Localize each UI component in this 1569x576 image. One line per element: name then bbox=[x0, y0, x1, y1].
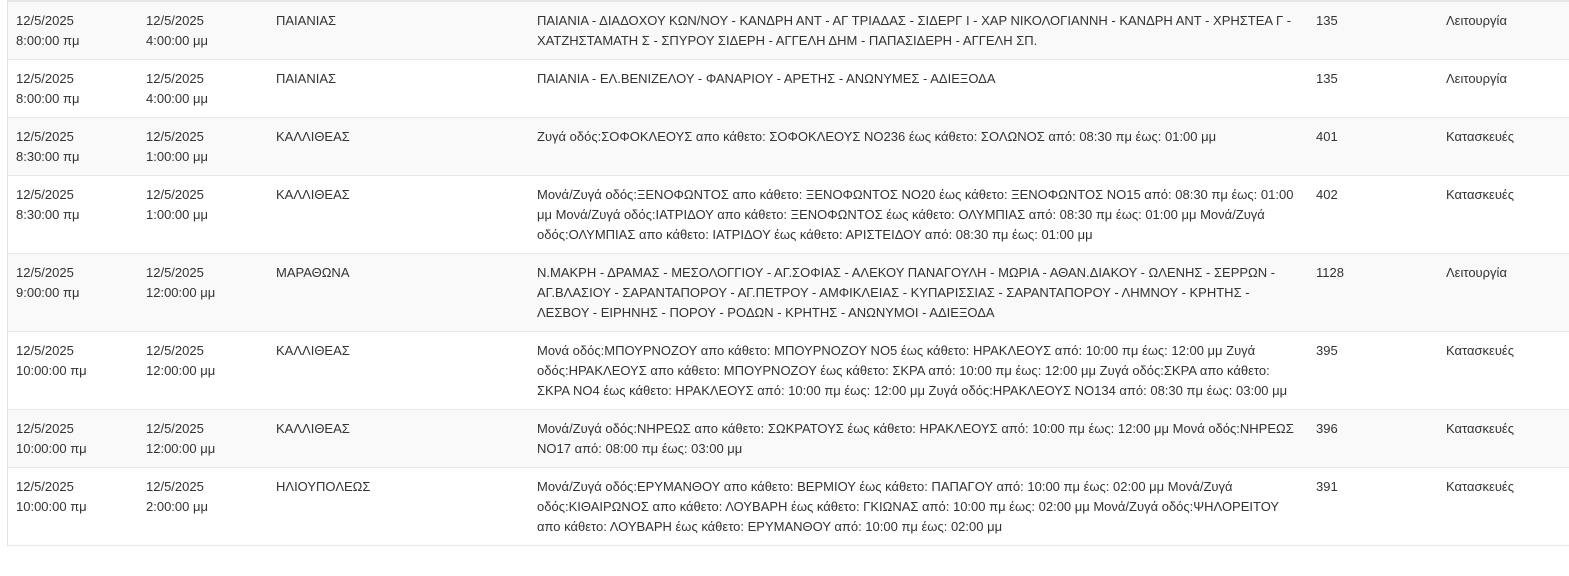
number-cell: 396 bbox=[1308, 410, 1438, 468]
end-date: 12/5/2025 bbox=[146, 421, 204, 436]
start-cell bbox=[8, 254, 138, 332]
type-cell: Κατασκευές bbox=[1438, 332, 1569, 410]
table-row bbox=[8, 332, 1569, 410]
start-time: 8:30:00 πμ bbox=[16, 207, 80, 222]
start-cell bbox=[8, 118, 138, 176]
type-cell: Λειτουργία bbox=[1438, 2, 1569, 60]
description-cell: Μονά/Ζυγά οδός:ΝΗΡΕΩΣ απο κάθετο: ΣΩΚΡΑΤΟΥΣ έως κάθετο: ΗΡΑΚΛΕΟΥΣ από: 10:00 πμ έως: 12:00 μμ Μονά οδός:ΝΗΡΕΩΣ ΝΟ17 από: 08:00 πμ έως: 03:00 μμ bbox=[529, 410, 1308, 468]
end-time: 12:00:00 μμ bbox=[146, 363, 216, 378]
start-cell bbox=[8, 2, 138, 60]
end-cell bbox=[138, 118, 268, 176]
end-time: 1:00:00 μμ bbox=[146, 207, 208, 222]
start-date: 12/5/2025 bbox=[16, 71, 74, 86]
end-cell bbox=[138, 254, 268, 332]
start-cell bbox=[8, 60, 138, 118]
description-cell: Μονά/Ζυγά οδός:ΕΡΥΜΑΝΘΟΥ απο κάθετο: ΒΕΡΜΙΟΥ έως κάθετο: ΠΑΠΑΓΟΥ από: 10:00 πμ έως: 02:00 μμ Μονά/Ζυγά οδός:ΚΙΘΑΙΡΩΝΟΣ απο κάθετο: ΛΟΥΒΑΡΗ έως κάθετο: ΓΚΙΩΝΑΣ από: 10:00 πμ έως: 02:00 μμ Μονά/Ζυγά οδός:ΨΗΛΟΡΕΙΤΟΥ απο κάθετο: ΛΟΥΒΑΡΗ έως κάθετο: ΕΡΥΜΑΝΘΟΥ από: 10:00 πμ έως: 02:00 μμ bbox=[529, 468, 1308, 546]
end-date: 12/5/2025 bbox=[146, 265, 204, 280]
end-cell bbox=[138, 468, 268, 546]
area-cell: ΚΑΛΛΙΘΕΑΣ bbox=[268, 176, 529, 254]
start-time: 8:30:00 πμ bbox=[16, 149, 80, 164]
start-date: 12/5/2025 bbox=[16, 265, 74, 280]
start-date: 12/5/2025 bbox=[16, 479, 74, 494]
table-row bbox=[8, 118, 1569, 176]
table-row bbox=[8, 60, 1569, 118]
type-cell: Λειτουργία bbox=[1438, 60, 1569, 118]
start-date: 12/5/2025 bbox=[16, 187, 74, 202]
outages-table-body bbox=[8, 2, 1569, 546]
end-date: 12/5/2025 bbox=[146, 187, 204, 202]
end-cell bbox=[138, 60, 268, 118]
area-cell: ΚΑΛΛΙΘΕΑΣ bbox=[268, 118, 529, 176]
outages-table bbox=[8, 2, 1569, 546]
number-cell: 395 bbox=[1308, 332, 1438, 410]
start-time: 9:00:00 πμ bbox=[16, 285, 80, 300]
table-row bbox=[8, 254, 1569, 332]
area-cell: ΚΑΛΛΙΘΕΑΣ bbox=[268, 410, 529, 468]
start-cell bbox=[8, 176, 138, 254]
area-cell: ΗΛΙΟΥΠΟΛΕΩΣ bbox=[268, 468, 529, 546]
end-time: 2:00:00 μμ bbox=[146, 499, 208, 514]
description-cell: Μονά οδός:ΜΠΟΥΡΝΟΖΟΥ απο κάθετο: ΜΠΟΥΡΝΟΖΟΥ ΝΟ5 έως κάθετο: ΗΡΑΚΛΕΟΥΣ από: 10:00 πμ έως: 12:00 μμ Ζυγά οδός:ΗΡΑΚΛΕΟΥΣ απο κάθετο: ΜΠΟΥΡΝΟΖΟΥ έως κάθετο: ΣΚΡΑ από: 10:00 πμ έως: 12:00 μμ Ζυγά οδός:ΣΚΡΑ απο κάθετο: ΣΚΡΑ ΝΟ4 έως κάθετο: ΗΡΑΚΛΕΟΥΣ από: 10:00 πμ έως: 12:00 μμ Ζυγά οδός:ΗΡΑΚΛΕΟΥΣ ΝΟ134 από: 08:30 πμ έως: 03:00 μμ bbox=[529, 332, 1308, 410]
area-cell: ΠΑΙΑΝΙΑΣ bbox=[268, 60, 529, 118]
end-time: 1:00:00 μμ bbox=[146, 149, 208, 164]
start-cell bbox=[8, 468, 138, 546]
end-date: 12/5/2025 bbox=[146, 71, 204, 86]
type-cell: Κατασκευές bbox=[1438, 468, 1569, 546]
end-time: 4:00:00 μμ bbox=[146, 91, 208, 106]
end-time: 12:00:00 μμ bbox=[146, 285, 216, 300]
number-cell: 1128 bbox=[1308, 254, 1438, 332]
end-date: 12/5/2025 bbox=[146, 129, 204, 144]
table-row bbox=[8, 2, 1569, 60]
area-cell: ΠΑΙΑΝΙΑΣ bbox=[268, 2, 529, 60]
number-cell: 401 bbox=[1308, 118, 1438, 176]
number-cell: 402 bbox=[1308, 176, 1438, 254]
end-cell bbox=[138, 332, 268, 410]
description-cell: Ν.ΜΑΚΡΗ - ΔΡΑΜΑΣ - ΜΕΣΟΛΟΓΓΙΟΥ - ΑΓ.ΣΟΦΙΑΣ - ΑΛΕΚΟΥ ΠΑΝΑΓΟΥΛΗ - ΜΩΡΙΑ - ΑΘΑΝ.ΔΙΑΚΟΥ - ΩΛΕΝΗΣ - ΣΕΡΡΩΝ - ΑΓ.ΒΛΑΣΙΟΥ - ΣΑΡΑΝΤΑΠΟΡΟΥ - ΑΓ.ΠΕΤΡΟΥ - ΑΜΦΙΚΛΕΙΑΣ - ΚΥΠΑΡΙΣΣΙΑΣ - ΣΑΡΑΝΤΑΠΟΡΟΥ - ΛΗΜΝΟΥ - ΚΡΗΤΗΣ - ΛΕΣΒΟΥ - ΕΙΡΗΝΗΣ - ΠΟΡΟΥ - ΡΟΔΩΝ - ΚΡΗΤΗΣ - ΑΝΩΝΥΜΟΙ - ΑΔΙΕΞΟΔΑ bbox=[529, 254, 1308, 332]
end-time: 4:00:00 μμ bbox=[146, 33, 208, 48]
start-time: 10:00:00 πμ bbox=[16, 499, 87, 514]
number-cell: 391 bbox=[1308, 468, 1438, 546]
table-row bbox=[8, 468, 1569, 546]
area-cell: ΚΑΛΛΙΘΕΑΣ bbox=[268, 332, 529, 410]
start-time: 8:00:00 πμ bbox=[16, 91, 80, 106]
type-cell: Λειτουργία bbox=[1438, 254, 1569, 332]
end-date: 12/5/2025 bbox=[146, 13, 204, 28]
end-date: 12/5/2025 bbox=[146, 479, 204, 494]
type-cell: Κατασκευές bbox=[1438, 176, 1569, 254]
area-cell: ΜΑΡΑΘΩΝΑ bbox=[268, 254, 529, 332]
start-time: 10:00:00 πμ bbox=[16, 363, 87, 378]
table-row bbox=[8, 410, 1569, 468]
start-time: 10:00:00 πμ bbox=[16, 441, 87, 456]
start-cell bbox=[8, 332, 138, 410]
description-cell: Ζυγά οδός:ΣΟΦΟΚΛΕΟΥΣ απο κάθετο: ΣΟΦΟΚΛΕΟΥΣ ΝΟ236 έως κάθετο: ΣΟΛΩΝΟΣ από: 08:30 πμ έως: 01:00 μμ bbox=[529, 118, 1308, 176]
number-cell: 135 bbox=[1308, 60, 1438, 118]
end-time: 12:00:00 μμ bbox=[146, 441, 216, 456]
start-time: 8:00:00 πμ bbox=[16, 33, 80, 48]
start-date: 12/5/2025 bbox=[16, 343, 74, 358]
description-cell: ΠΑΙΑΝΙΑ - ΕΛ.ΒΕΝΙΖΕΛΟΥ - ΦΑΝΑΡΙΟΥ - ΑΡΕΤΗΣ - ΑΝΩΝΥΜΕΣ - ΑΔΙΕΞΟΔΑ bbox=[529, 60, 1308, 118]
description-cell: Μονά/Ζυγά οδός:ΞΕΝΟΦΩΝΤΟΣ απο κάθετο: ΞΕΝΟΦΩΝΤΟΣ ΝΟ20 έως κάθετο: ΞΕΝΟΦΩΝΤΟΣ ΝΟ15 από: 08:30 πμ έως: 01:00 μμ Μονά/Ζυγά οδός:ΙΑΤΡΙΔΟΥ απο κάθετο: ΞΕΝΟΦΩΝΤΟΣ έως κάθετο: ΟΛΥΜΠΙΑΣ από: 08:30 πμ έως: 01:00 μμ Μονά/Ζυγά οδός:ΟΛΥΜΠΙΑΣ απο κάθετο: ΙΑΤΡΙΔΟΥ έως κάθετο: ΑΡΙΣΤΕΙΔΟΥ από: 08:30 πμ έως: 01:00 μμ bbox=[529, 176, 1308, 254]
start-date: 12/5/2025 bbox=[16, 129, 74, 144]
table-row bbox=[8, 176, 1569, 254]
start-date: 12/5/2025 bbox=[16, 13, 74, 28]
start-cell bbox=[8, 410, 138, 468]
number-cell: 135 bbox=[1308, 2, 1438, 60]
type-cell: Κατασκευές bbox=[1438, 118, 1569, 176]
description-cell: ΠΑΙΑΝΙΑ - ΔΙΑΔΟΧΟΥ ΚΩΝ/ΝΟΥ - ΚΑΝΔΡΗ ΑΝΤ - ΑΓ ΤΡΙΑΔΑΣ - ΣΙΔΕΡΓ Ι - ΧΑΡ ΝΙΚΟΛΟΓΙΑΝΝΗ - ΚΑΝΔΡΗ ΑΝΤ - ΧΡΗΣΤΕΑ Γ - ΧΑΤΖΗΣΤΑΜΑΤΗ Σ - ΣΠΥΡΟΥ ΣΙΔΕΡΗ - ΑΓΓΕΛΗ ΔΗΜ - ΠΑΠΑΣΙΔΕΡΗ - ΑΓΓΕΛΗ ΣΠ. bbox=[529, 2, 1308, 60]
start-date: 12/5/2025 bbox=[16, 421, 74, 436]
end-cell bbox=[138, 2, 268, 60]
type-cell: Κατασκευές bbox=[1438, 410, 1569, 468]
end-date: 12/5/2025 bbox=[146, 343, 204, 358]
end-cell bbox=[138, 176, 268, 254]
outages-table-container bbox=[7, 0, 1569, 546]
end-cell bbox=[138, 410, 268, 468]
